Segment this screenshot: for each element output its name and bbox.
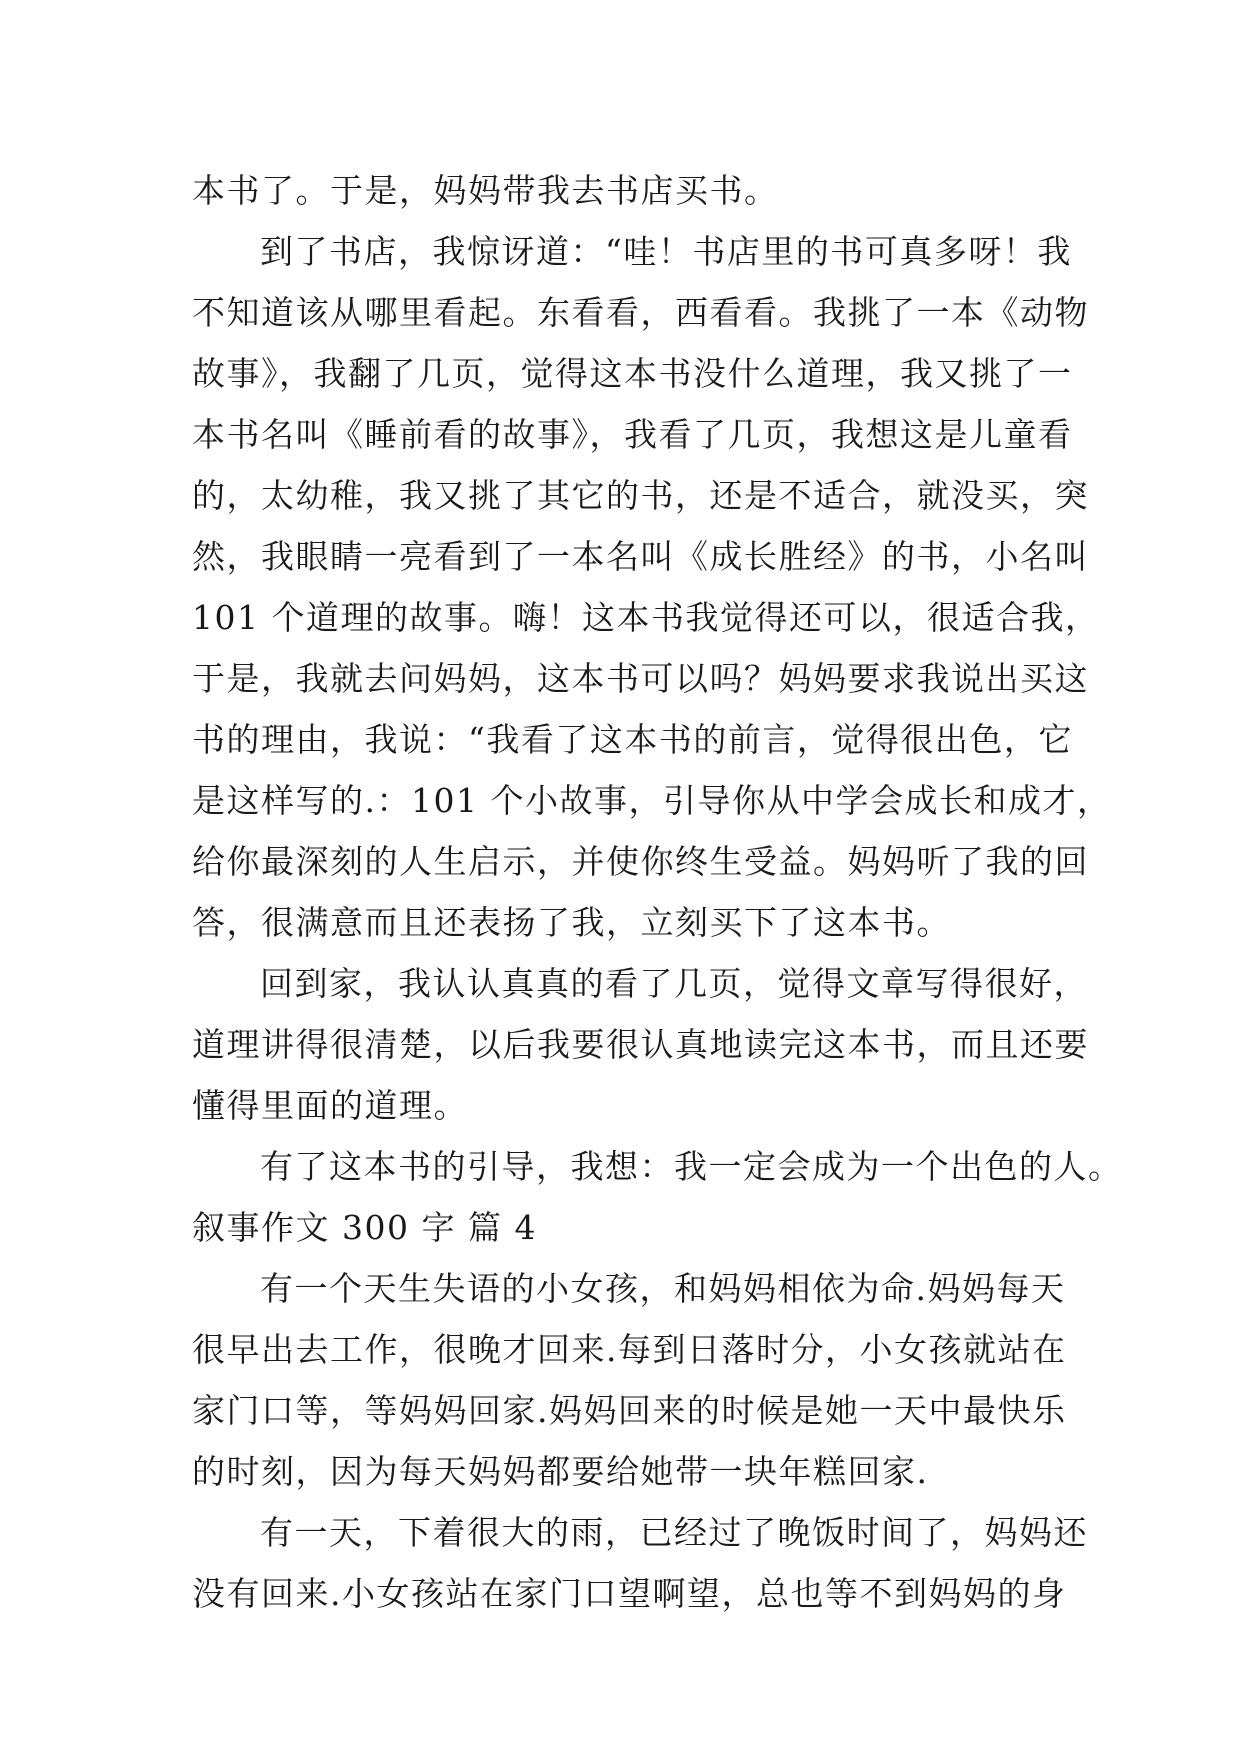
text-line: 到了书店，我惊讶道：“哇！书店里的书可真多呀！我 (260, 232, 1072, 271)
text-line: 于是，我就去问妈妈，这本书可以吗？妈妈要求我说出买这 (192, 659, 1089, 698)
text-line: 101 个道理的故事。嗨！这本书我觉得还可以，很适合我， (192, 598, 1100, 637)
section-heading: 叙事作文 300 字 篇 4 (192, 1208, 537, 1247)
text-line: 给你最深刻的人生启示，并使你终生受益。妈妈听了我的回 (192, 842, 1089, 881)
text-line: 书的理由，我说：“我看了这本书的前言，觉得很出色，它 (192, 720, 1073, 759)
text-line: 回到家，我认认真真的看了几页，觉得文章写得很好， (260, 964, 1088, 1003)
text-line: 的，太幼稚，我又挑了其它的书，还是不适合，就没买，突 (192, 476, 1089, 515)
text-line: 有了这本书的引导，我想：我一定会成为一个出色的人。 (260, 1147, 1123, 1186)
text-line: 很早出去工作，很晚才回来.每到日落时分，小女孩就站在 (192, 1330, 1067, 1369)
text-line: 本书名叫《睡前看的故事》，我看了几页，我想这是儿童看 (192, 415, 1073, 454)
text-line: 不知道该从哪里看起。东看看，西看看。我挑了一本《动物 (192, 293, 1089, 332)
text-line: 没有回来.小女孩站在家门口望啊望，总也等不到妈妈的身 (192, 1574, 1067, 1613)
text-line: 道理讲得很清楚，以后我要很认真地读完这本书，而且还要 (192, 1025, 1089, 1064)
text-line: 故事》，我翻了几页，觉得这本书没什么道理，我又挑了一 (192, 354, 1073, 393)
text-line: 有一天，下着很大的雨，已经过了晚饭时间了，妈妈还 (260, 1513, 1088, 1552)
text-line: 的时刻，因为每天妈妈都要给她带一块年糕回家. (192, 1452, 929, 1491)
text-line: 本书了。于是，妈妈带我去书店买书。 (192, 171, 779, 210)
text-line: 有一个天生失语的小女孩，和妈妈相依为命.妈妈每天 (260, 1269, 1066, 1308)
document-page (192, 160, 1123, 1624)
text-line: 然，我眼睛一亮看到了一本名叫《成长胜经》的书，小名叫 (192, 537, 1089, 576)
text-line: 家门口等，等妈妈回家.妈妈回来的时候是她一天中最快乐 (192, 1391, 1067, 1430)
text-line: 是这样写的.：101 个小故事，引导你从中学会成长和成才， (192, 781, 1112, 820)
text-line: 答，很满意而且还表扬了我，立刻买下了这本书。 (192, 903, 951, 942)
text-line: 懂得里面的道理。 (192, 1086, 468, 1125)
